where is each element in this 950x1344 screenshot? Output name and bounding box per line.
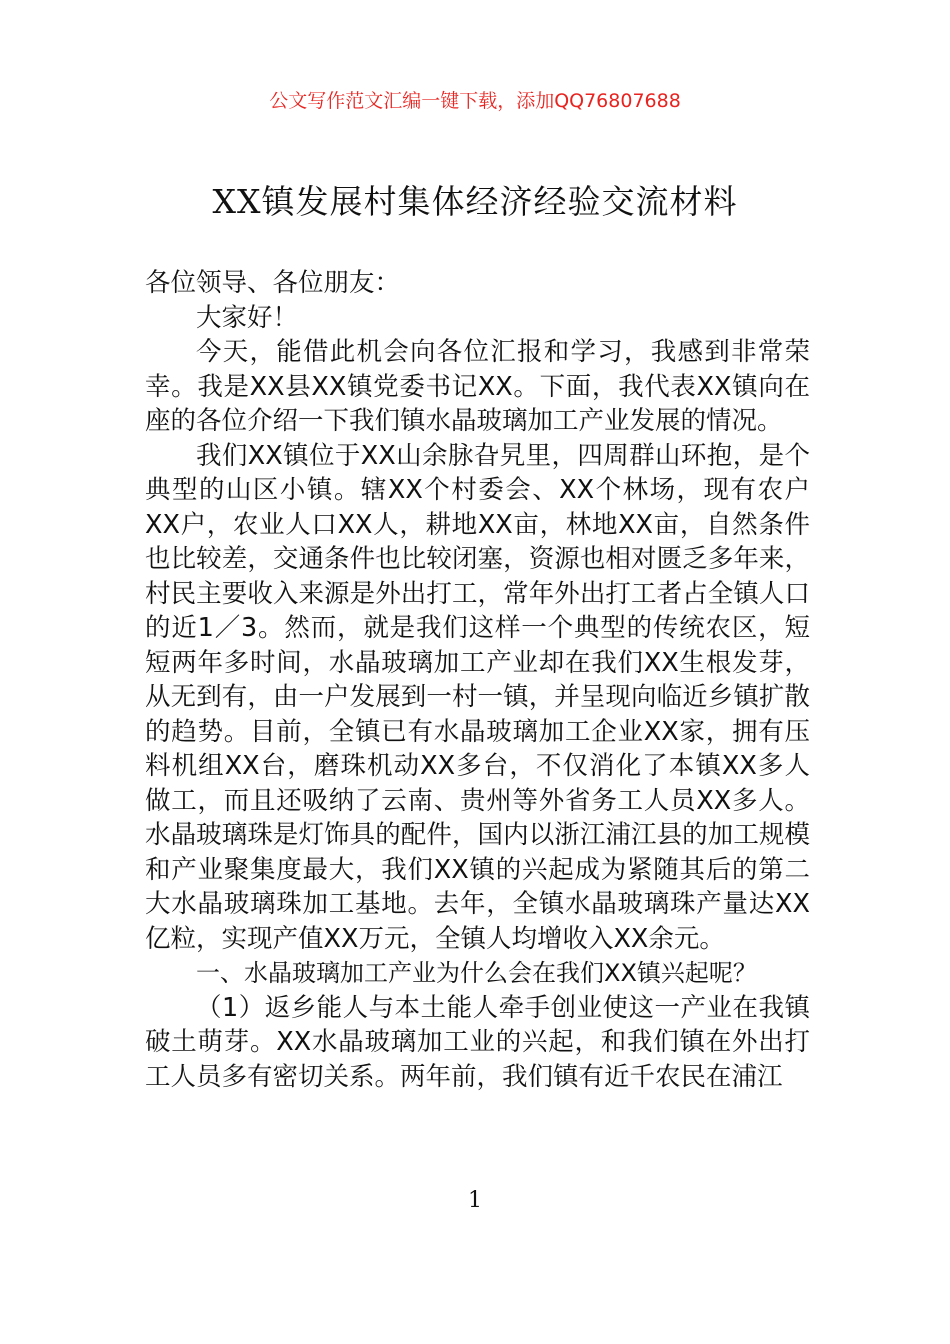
page-number: 1 bbox=[468, 1188, 482, 1213]
salutation: 各位领导、各位朋友： bbox=[145, 268, 401, 298]
subsection-paragraph: （1）返乡能人与本土能人牵手创业使这一产业在我镇破土萌芽。XX水晶玻璃加工业的兴起，和我们镇在外出打工人员多有密切关系。两年前，我们镇有近千农民在浦江 bbox=[145, 992, 810, 1092]
paragraph-town-overview: 我们XX镇位于XX山余脉旮旯里，四周群山环抱，是个典型的山区小镇。辖XX个村委会、XX个林场，现有农户XX户，农业人口XX人，耕地XX亩，林地XX亩，自然条件也比较差，交通条件也比较闭塞，资源也相对匮乏多年来，村民主要收入来源是外出打工，常年外出打工者占全镇人口的近1／3。然而，就是我们这样一个典型的传统农区，短短两年多时间，水晶玻璃加工产业却在我们XX生根发芽，从无到有，由一户发展到一村一镇，并呈现向临近乡镇扩散的趋势。目前，全镇已有水晶玻璃加工企业XX家，拥有压料机组XX台，磨珠机动XX多台，不仅消化了本镇XX多人做工，而且还吸纳了云南、贵州等外省务工人员XX多人。水晶玻璃珠是灯饰具的配件，国内以浙江浦江县的加工规模和产业聚集度最大，我们XX镇的兴起成为紧随其后的第二大水晶玻璃珠加工基地。去年，全镇水晶玻璃珠产量达XX亿粒，实现产值XX万元，全镇人均增收入XX余元。 bbox=[145, 440, 810, 954]
document-title: XX镇发展村集体经济经验交流材料 bbox=[212, 182, 738, 221]
section-heading: 一、水晶玻璃加工产业为什么会在我们XX镇兴起呢？ bbox=[196, 959, 757, 987]
greeting: 大家好！ bbox=[196, 302, 299, 333]
header-download-note: 公文写作范文汇编一键下载，添加QQ76807688 bbox=[269, 90, 681, 112]
paragraph-intro: 今天，能借此机会向各位汇报和学习，我感到非常荣幸。我是XX县XX镇党委书记XX。下面，我代表XX镇向在座的各位介绍一下我们镇水晶玻璃加工产业发展的情况。 bbox=[145, 337, 810, 436]
document-body bbox=[145, 266, 810, 1094]
